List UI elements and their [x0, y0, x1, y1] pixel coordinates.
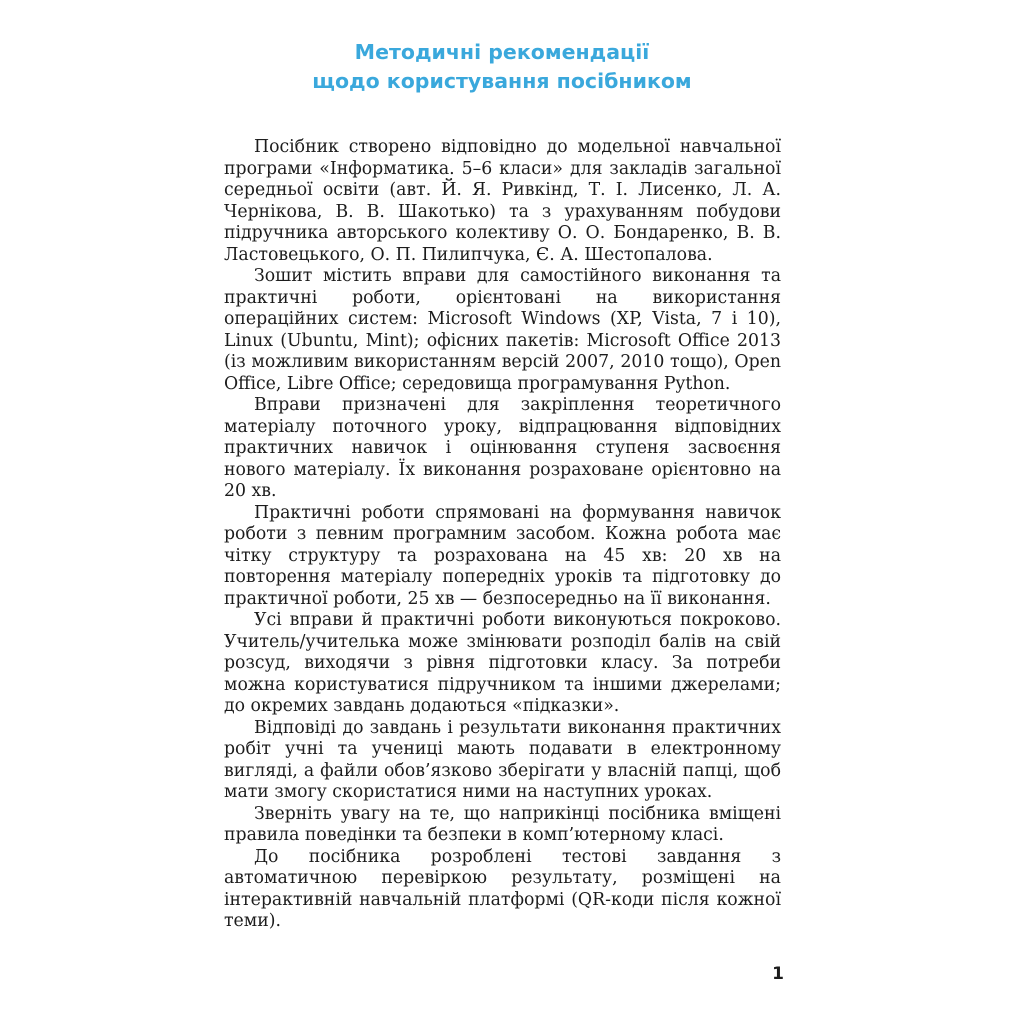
page-number: 1: [772, 964, 784, 984]
paragraph-step-by-step: Усі вправи й практичні роботи виконуються покроково. Учитель/учителька може змінювати розподіл балів на свій розсуд, виходячи з рівня підготовки класу. За потреби можна користуватися підручником та іншими джерелами; до окремих завдань додаються «підказки».: [224, 610, 781, 716]
paragraph-software: Зошит містить вправи для самостійного виконання та практичні роботи, орієнтовані на використання операційних систем: Microsoft Windows (XP, Vista, 7 і 10), Linux (Ubuntu, Mint); офісних пакетів: Microsoft Office 2013 (із можливим використанням версій 2007, 2010 тощо), Open Office, Libre Office; середовища програмування Python.: [224, 266, 781, 394]
paragraph-practical-works: Практичні роботи спрямовані на формування навичок роботи з певним програмним засобом. Кожна робота має чітку структуру та розрахована на 45 хв: 20 хв на повторення матеріалу попередніх уроків та підготовку до практичної роботи, 25 хв — безпосередньо на її виконання.: [224, 502, 781, 609]
paragraph-safety-rules: Зверніть увагу на те, що наприкінці посібника вміщені правила поведінки та безпеки в комп’ютерному класі.: [224, 803, 781, 845]
page-title: [0, 38, 1004, 96]
page-title-line-2: щодо користування посібником: [312, 69, 692, 93]
page-title-line-1: Методичні рекомендації: [354, 40, 650, 64]
paragraph-tests: До посібника розроблені тестові завдання з автоматичною перевіркою результату, розміщені на інтерактивній навчальній платформі (QR-коди після кожної теми).: [224, 846, 781, 931]
body-text: [224, 137, 781, 933]
paragraph-exercises: Вправи призначені для закріплення теоретичного матеріалу поточного уроку, відпрацювання відповідних практичних навичок і оцінювання ступеня засвоєння нового матеріалу. Їх виконання розраховане орієнтовно на 20 хв.: [224, 395, 781, 501]
paragraph-answers: Відповіді до завдань і результати виконання практичних робіт учні та учениці мають подавати в електронному вигляді, а файли обов’язково зберігати у власній папці, щоб мати змогу скористатися ними на наступних уроках.: [224, 717, 781, 802]
paragraph-intro: Посібник створено відповідно до модельної навчальної програми «Інформатика. 5–6 класи» для закладів загальної середньої освіти (авт. Й. Я. Ривкінд, Т. І. Лисенко, Л. А. Чернікова, В. В. Шакотько) та з урахуванням побудови підручника авторського колективу О. О. Бондаренко, В. В. Ластовецького, О. П. Пилипчука, Є. А. Шестопалова.: [224, 137, 781, 265]
